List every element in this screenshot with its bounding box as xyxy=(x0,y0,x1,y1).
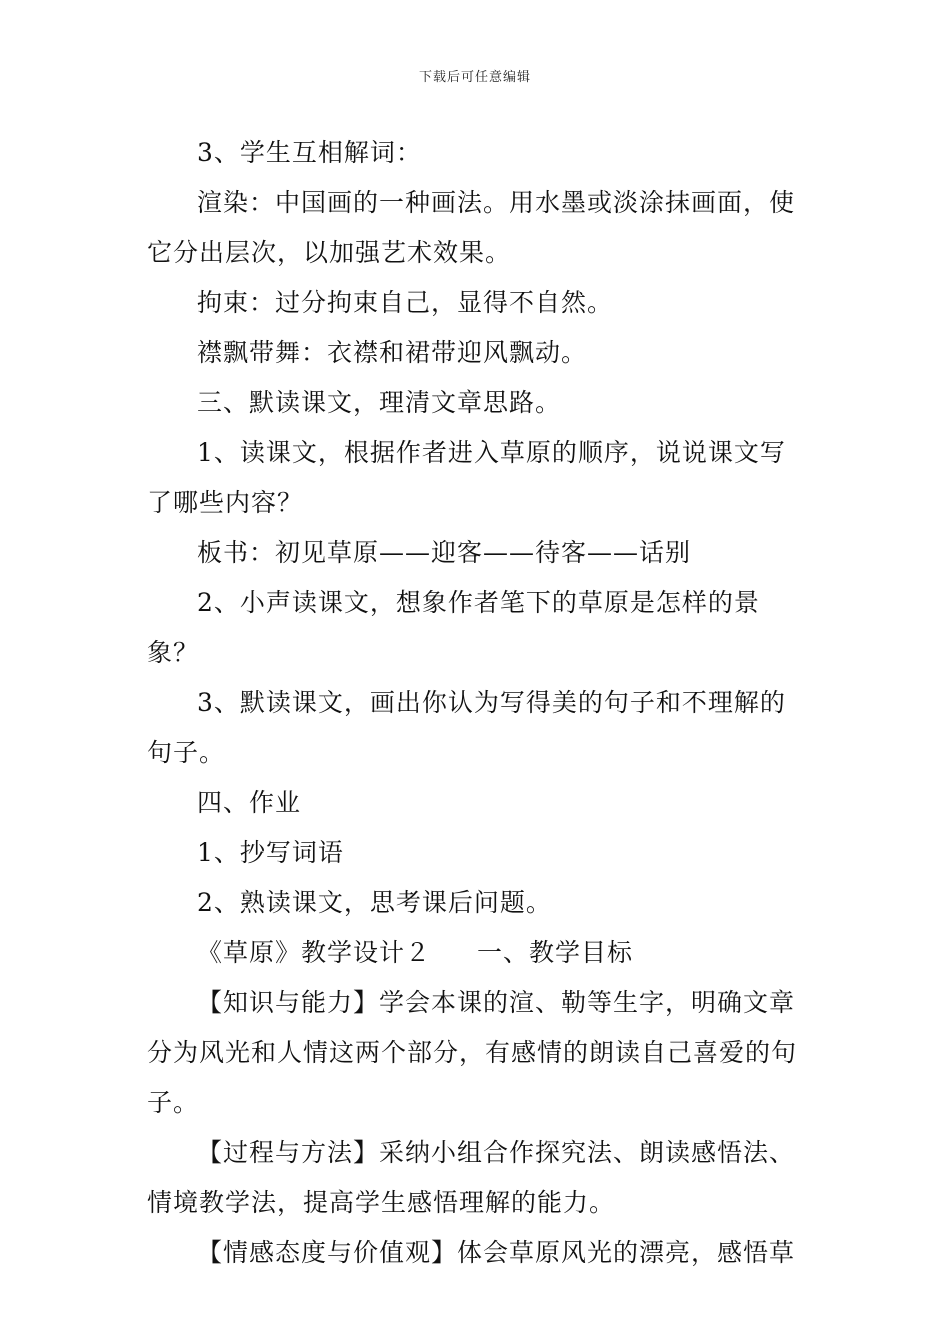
paragraph: 板书：初见草原——迎客——待客——话别 xyxy=(197,538,692,567)
paragraph: 2、小声读课文，想象作者笔下的草原是怎样的景象？ xyxy=(147,588,760,667)
design-title-line xyxy=(147,928,809,978)
design-title: 《草原》教学设计２ xyxy=(197,938,432,967)
paragraph: 【过程与方法】采纳小组合作探究法、朗读感悟法、情境教学法，提高学生感悟理解的能力。 xyxy=(147,1138,796,1217)
document-body xyxy=(147,128,809,1278)
paragraph: 【情感态度与价值观】体会草原风光的漂亮，感悟草 xyxy=(197,1238,796,1267)
paragraph: 拘束：过分拘束自己，显得不自然。 xyxy=(197,288,614,317)
paragraph: 襟飘带舞：衣襟和裙带迎风飘动。 xyxy=(197,338,588,367)
paragraph: 3、学生互相解词： xyxy=(197,138,422,167)
paragraph: 1、读课文，根据作者进入草原的顺序，说说课文写了哪些内容？ xyxy=(147,438,786,517)
paragraph: 四、作业 xyxy=(197,788,302,817)
paragraph: 【知识与能力】学会本课的渲、勒等生字，明确文章分为风光和人情这两个部分，有感情的朗读自己喜爱的句子。 xyxy=(147,988,798,1117)
paragraph: 2、熟读课文，思考课后问题。 xyxy=(197,888,552,917)
paragraph: 渲染：中国画的一种画法。用水墨或淡涂抹画面，使它分出层次，以加强艺术效果。 xyxy=(147,188,796,267)
paragraph: 三、默读课文，理清文章思路。 xyxy=(197,388,562,417)
paragraph: 1、抄写词语 xyxy=(197,838,344,867)
page-header: 下载后可任意编辑 xyxy=(418,70,531,85)
paragraph: 3、默读课文，画出你认为写得美的句子和不理解的句子。 xyxy=(147,688,786,767)
section-heading: 一、教学目标 xyxy=(477,938,634,967)
